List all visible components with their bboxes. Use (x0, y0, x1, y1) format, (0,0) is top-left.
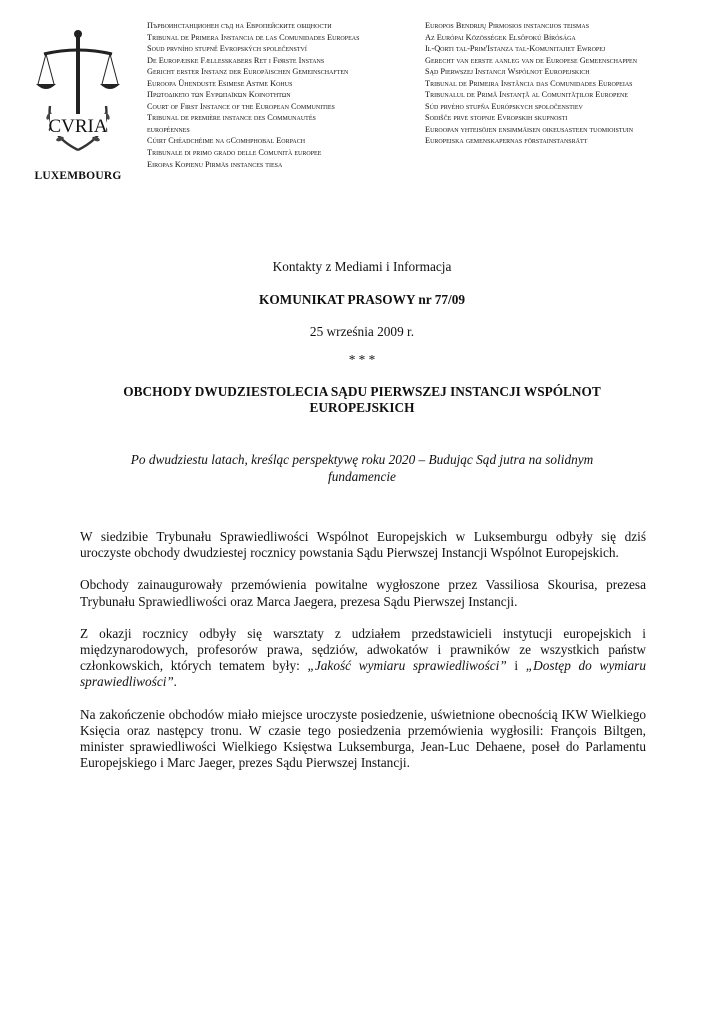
court-name: Court of First Instance of the European Communities (147, 101, 335, 111)
paragraph: W siedzibie Trybunału Sprawiedliwości Wspólnot Europejskich w Luksemburgu odbyły się dziś uroczyste obchody dwudziestej rocznicy powstania Sądu Pierwszej Instancji Wspólnot Europejskich. (80, 529, 646, 561)
court-name: Първоинстанционен съд на Европейските общности (147, 21, 332, 30)
paragraph-text: Z okazji rocznicy odbyły się warsztaty z udziałem przedstawicieli instytucji europejskich i międzynarodowych, profesorów prawa, sędziów, adwokatów i prawników ze wszystkich państw członkowskich, których tematem były: (80, 625, 646, 674)
workshop-topic: „Dostęp do wymiaru sprawiedliwości”. (80, 658, 647, 690)
logo-place-label: LUXEMBOURG (34, 170, 122, 182)
separator-stars: * * * (348, 352, 376, 367)
court-name: Eiropas Kopienu Pirmās instances tiesa (147, 159, 283, 169)
court-names-left (147, 20, 409, 170)
scales-of-justice-icon (36, 28, 120, 158)
court-name: Tribunalul de Primă Instanţă al Comunităţilor Europene (425, 90, 629, 100)
court-name: Tribunal de Primera Instancia de las Comunidades Europeas (147, 32, 360, 42)
court-name: De Europæiske Fællesskabers Ret i Første Instans (147, 55, 325, 65)
court-name: Soud prvního stupně Evropských společenství (147, 44, 307, 54)
paragraph (80, 626, 646, 691)
court-name: Euroopa Ühenduste Esimese Astme Kohus (147, 78, 293, 88)
court-name: Súd prvého stupňa Európskych spoločenstiev (425, 101, 583, 111)
court-name: Sąd Pierwszej Instancji Wspólnot Europejskich (425, 67, 590, 77)
court-name: Cúirt Chéadchéime na gComhphobal Eorpach (147, 136, 306, 146)
subtitle-line: fundamencie (328, 469, 396, 484)
court-name: Sodišče prve stopnje Evropskih skupnosti (425, 113, 568, 123)
workshop-topic: „Jakość wymiaru sprawiedliwości” (307, 658, 507, 674)
court-names-right (425, 20, 715, 147)
court-name: Euroopan yhteisöjen ensimmäisen oikeusasteen tuomioistuin (425, 124, 634, 134)
court-name: Tribunale di primo grado delle Comunità europee (147, 148, 322, 158)
svg-text:CVRIA: CVRIA (48, 116, 108, 137)
court-logo (28, 20, 128, 190)
court-name: Gericht erster Instanz der Europäischen Gemeinschaften (147, 67, 349, 77)
press-release-number: KOMUNIKAT PRASOWY nr 77/09 (259, 292, 465, 307)
release-date: 25 września 2009 r. (309, 324, 415, 339)
title-line: EUROPEJSKICH (309, 400, 415, 415)
court-name: Gerecht van eerste aanleg van de Europese Gemeenschappen (425, 55, 638, 65)
court-name: Tribunal de première instance des Communautés (147, 113, 316, 123)
court-name: Tribunal de Primeira Instância das Comunidades Europeias (425, 78, 633, 88)
subtitle (80, 451, 644, 485)
court-name: Πρωτοδικείο των Ευρωπαϊκών Κοινοτήτων (147, 90, 291, 100)
contact-line: Kontakty z Mediami i Informacja (272, 259, 452, 274)
court-name: Il-Qorti tal-Prim'Istanza tal-Komunitajiet Ewropej (425, 44, 606, 54)
court-name: Az Európai Közösségek Elsőfokú Bírósága (425, 32, 576, 42)
conjunction: i (506, 658, 526, 674)
article-body (80, 529, 646, 787)
paragraph: Obchody zainaugurowały przemówienia powitalne wygłoszone przez Vassiliosa Skourisa, prezesa Trybunału Sprawiedliwości oraz Marca Jaegera, prezesa Sądu Pierwszej Instancji. (80, 577, 646, 609)
court-name: Europeiska gemenskapernas förstainstansrätt (425, 136, 588, 146)
court-name: européennes (147, 124, 190, 134)
court-name: Europos Bendrijų Pirmosios instancijos teismas (425, 21, 590, 30)
title-line: OBCHODY DWUDZIESTOLECIA SĄDU PIERWSZEJ INSTANCJI WSPÓLNOT (123, 384, 601, 399)
page-title (80, 384, 644, 416)
subtitle-line: Po dwudziestu latach, kreśląc perspektywę roku 2020 – Budując Sąd jutra na solidnym (130, 452, 594, 467)
paragraph: Na zakończenie obchodów miało miejsce uroczyste posiedzenie, uświetnione obecnością IKW Wielkiego Księcia oraz następcy tronu. W czasie tego posiedzenia przemówienia wygłosili: François Biltgen, minister sprawiedliwości Wielkiego Księstwa Luksemburga, Jean-Luc Dehaene, poseł do Parlamentu Europejskiego i Marc Jaeger, prezes Sądu Pierwszej Instancji. (80, 706, 646, 771)
